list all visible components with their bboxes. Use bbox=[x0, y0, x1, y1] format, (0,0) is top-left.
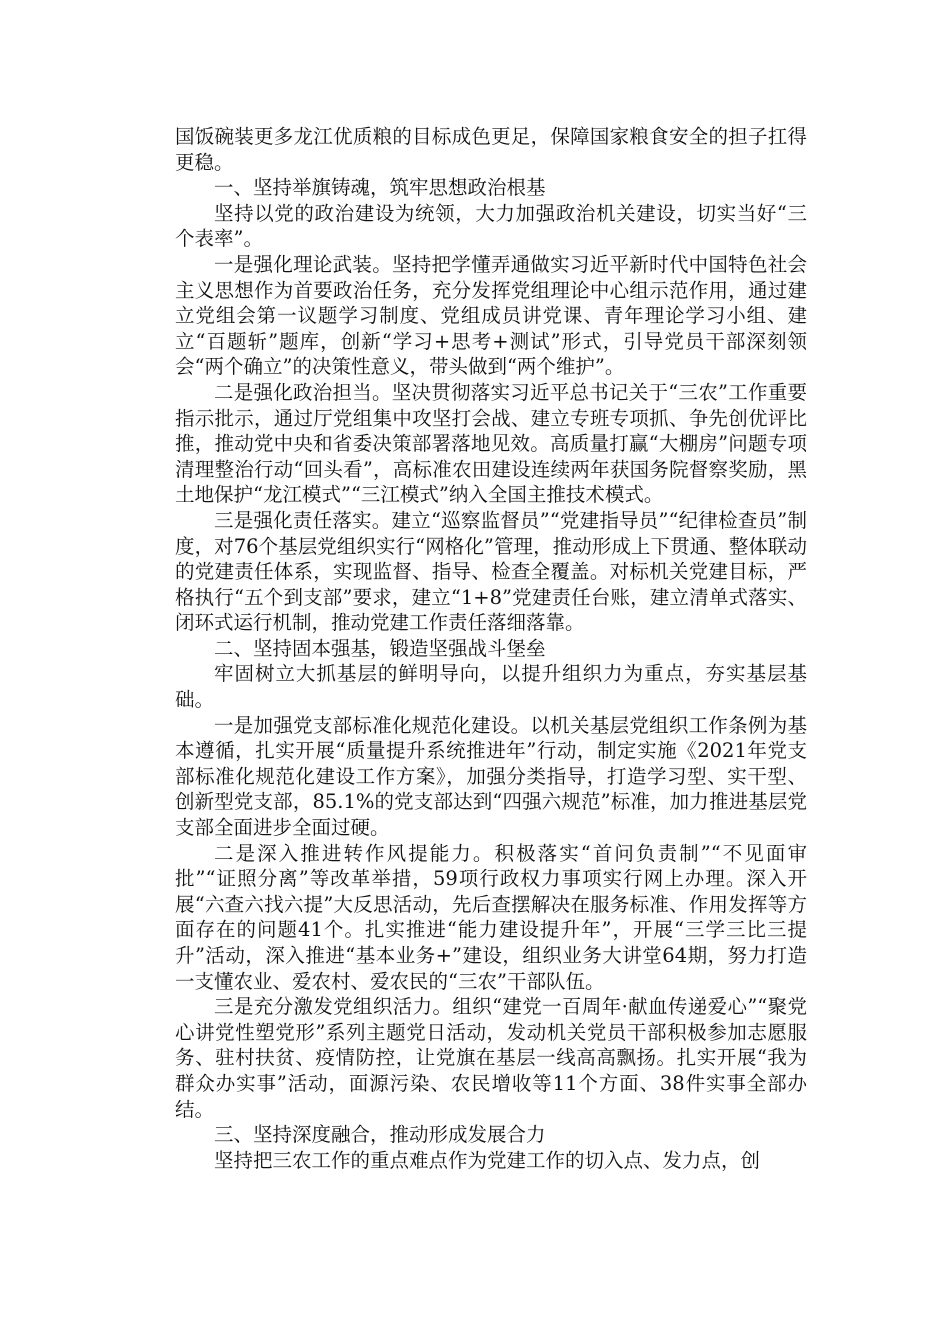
paragraph: 一是加强党支部标准化规范化建设。以机关基层党组织工作条例为基本遵循，扎实开展“质量提升系统推进年”行动，制定实施《2021年党支部标准化规范化建设工作方案》，加强分类指导，打造学习型、实干型、创新型党支部，85.1%的党支部达到“四强六规范”标准，加力推进基层党支部全面进步全面过硬。 bbox=[175, 713, 807, 840]
document-body bbox=[175, 124, 807, 1173]
paragraph: 三是强化责任落实。建立“巡察监督员”“党建指导员”“纪律检查员”制度，对76个基层党组织实行“网格化”管理，推动形成上下贯通、整体联动的党建责任体系，实现监督、指导、检查全覆盖。对标机关党建目标，严格执行“五个到支部”要求，建立“1+8”党建责任台账，建立清单式落实、闭环式运行机制，推动党建工作责任落细落靠。 bbox=[175, 508, 807, 635]
section-heading-3: 三、坚持深度融合，推动形成发展合力 bbox=[214, 1123, 546, 1147]
paragraph: 三是充分激发党组织活力。组织“建党一百周年·献血传递爱心”“聚党心讲党性塑党形”系列主题党日活动，发动机关党员干部积极参加志愿服务、驻村扶贫、疫情防控，让党旗在基层一线高高飘扬。扎实开展“我为群众办实事”活动，面源污染、农民增收等11个方面、38件实事全部办结。 bbox=[175, 995, 807, 1121]
paragraph: 二是强化政治担当。坚决贯彻落实习近平总书记关于“三农”工作重要指示批示，通过厅党组集中攻坚打会战、建立专班专项抓、争先创优评比推，推动党中央和省委决策部署落地见效。高质量打赢“大棚房”问题专项清理整治行动“回头看”，高标准农田建设连续两年获国务院督察奖励，黑土地保护“龙江模式”“三江模式”纳入全国主推技术模式。 bbox=[175, 380, 807, 507]
section-heading-2: 二、坚持固本强基，锻造坚强战斗堡垒 bbox=[214, 636, 546, 660]
paragraph: 二是深入推进转作风提能力。积极落实“首问负责制”“不见面审批”“证照分离”等改革举措，59项行政权力事项实行网上办理。深入开展“六查六找六提”大反思活动，先后查摆解决在服务标准、作用发挥等方面存在的问题41个。扎实推进“能力建设提升年”，开展“三学三比三提升”活动，深入推进“基本业务+”建设，组织业务大讲堂64期，努力打造一支懂农业、爱农村、爱农民的“三农”干部队伍。 bbox=[175, 841, 807, 993]
paragraph: 牢固树立大抓基层的鲜明导向，以提升组织力为重点，夯实基层基础。 bbox=[175, 662, 807, 712]
section-heading-1: 一、坚持举旗铸魂，筑牢思想政治根基 bbox=[214, 176, 546, 200]
paragraph: 坚持把三农工作的重点难点作为党建工作的切入点、发力点，创 bbox=[214, 1148, 761, 1172]
paragraph: 一是强化理论武装。坚持把学懂弄通做实习近平新时代中国特色社会主义思想作为首要政治任务，充分发挥党组理论中心组示范作用，通过建立党组会第一议题学习制度、党组成员讲党课、青年理论学习小组、建立“百题斩”题库，创新“学习+思考+测试”形式，引导党员干部深刻领会“两个确立”的决策性意义，带头做到“两个维护”。 bbox=[175, 252, 807, 379]
paragraph-continuation: 国饭碗装更多龙江优质粮的目标成色更足，保障国家粮食安全的担子扛得更稳。 bbox=[175, 125, 807, 174]
paragraph: 坚持以党的政治建设为统领，大力加强政治机关建设，切实当好“三个表率”。 bbox=[175, 201, 807, 251]
